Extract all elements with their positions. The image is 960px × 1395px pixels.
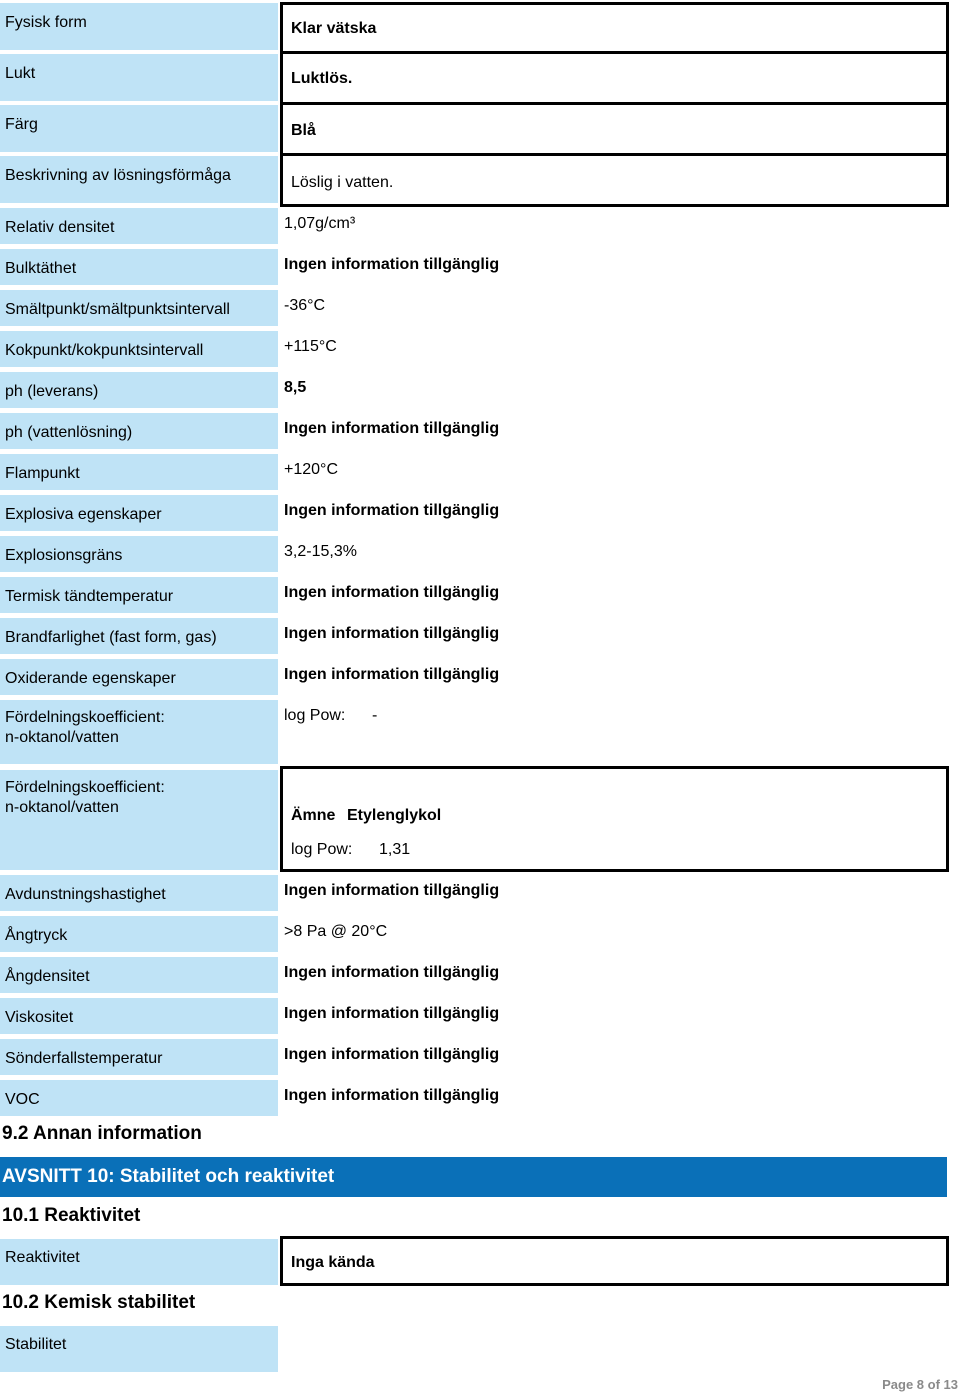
value-box-reaktivitet (280, 1236, 949, 1286)
value-ph-leverans: 8,5 (284, 379, 307, 396)
substance-label: Ämne (291, 807, 336, 824)
row-label-angtryck: Ångtryck (0, 916, 278, 952)
value-explosiva-egenskaper: Ingen information tillgänglig (284, 502, 500, 519)
value-angdensitet: Ingen information tillgänglig (284, 964, 500, 981)
row-label-flampunkt: Flampunkt (0, 454, 278, 490)
row-label-fysisk-form: Fysisk form (0, 3, 278, 50)
logpow-value-2: 1,31 (379, 841, 411, 858)
value-sonderfallstemperatur: Ingen information tillgänglig (284, 1046, 500, 1063)
logpow-label-1: log Pow: (284, 707, 346, 724)
row-label-lukt: Lukt (0, 54, 278, 101)
value-smaltpunkt: -36°C (284, 297, 326, 314)
value-box-farg (280, 102, 949, 156)
page-footer: Page 8 of 13 (882, 1377, 958, 1392)
value-oxiderande-egenskaper: Ingen information tillgänglig (284, 666, 500, 683)
row-label-farg: Färg (0, 105, 278, 152)
value-box-losningsformaga (280, 153, 949, 207)
row-label-angdensitet: Ångdensitet (0, 957, 278, 993)
row-label-voc: VOC (0, 1080, 278, 1116)
logpow-label-2: log Pow: (291, 841, 353, 858)
value-ph-vattenlosning: Ingen information tillgänglig (284, 420, 500, 437)
row-label-brandfarlighet: Brandfarlighet (fast form, gas) (0, 618, 278, 654)
row-label-reaktivitet: Reaktivitet (0, 1239, 278, 1285)
row-label-stabilitet: Stabilitet (0, 1326, 278, 1372)
value-box-lukt (280, 51, 949, 105)
row-label-fordelningskoefficient-2: Fördelningskoefficient: n-oktanol/vatten (0, 770, 278, 870)
row-label-kokpunkt: Kokpunkt/kokpunktsintervall (0, 331, 278, 367)
value-viskositet: Ingen information tillgänglig (284, 1005, 500, 1022)
value-lukt: Luktlös. (291, 70, 353, 87)
stability-heading: 10.2 Kemisk stabilitet (2, 1292, 196, 1313)
value-kokpunkt: +115°C (284, 338, 337, 355)
row-label-oxiderande-egenskaper: Oxiderande egenskaper (0, 659, 278, 695)
value-voc: Ingen information tillgänglig (284, 1087, 500, 1104)
value-brandfarlighet: Ingen information tillgänglig (284, 625, 500, 642)
row-label-smaltpunkt: Smältpunkt/smältpunktsintervall (0, 290, 278, 326)
value-explosionsgrans: 3,2-15,3% (284, 543, 357, 560)
value-losningsformaga: Löslig i vatten. (291, 174, 394, 191)
row-label-viskositet: Viskositet (0, 998, 278, 1034)
logpow-value-1: - (372, 707, 378, 724)
other-info-heading: 9.2 Annan information (2, 1123, 202, 1144)
row-label-explosiva-egenskaper: Explosiva egenskaper (0, 495, 278, 531)
value-relativ-densitet: 1,07g/cm³ (284, 215, 356, 232)
value-bulktathet: Ingen information tillgänglig (284, 256, 500, 273)
row-label-losningsformaga: Beskrivning av lösningsförmåga (0, 156, 278, 203)
value-farg: Blå (291, 122, 316, 139)
row-label-fordelningskoefficient-1: Fördelningskoefficient: n-oktanol/vatten (0, 700, 278, 764)
value-angtryck: >8 Pa @ 20°C (284, 923, 388, 940)
row-label-termisk-tandtemperatur: Termisk tändtemperatur (0, 577, 278, 613)
row-label-explosionsgrans: Explosionsgräns (0, 536, 278, 572)
substance-value: Etylenglykol (347, 807, 442, 824)
reactivity-heading: 10.1 Reaktivitet (2, 1205, 141, 1226)
value-reaktivitet: Inga kända (291, 1254, 375, 1271)
value-flampunkt: +120°C (284, 461, 338, 478)
row-label-ph-vattenlosning: ph (vattenlösning) (0, 413, 278, 449)
section-10-title: AVSNITT 10: Stabilitet och reaktivitet (0, 1157, 947, 1197)
row-label-relativ-densitet: Relativ densitet (0, 208, 278, 244)
row-label-avdunstningshastighet: Avdunstningshastighet (0, 875, 278, 911)
row-label-sonderfallstemperatur: Sönderfallstemperatur (0, 1039, 278, 1075)
value-termisk-tandtemperatur: Ingen information tillgänglig (284, 584, 500, 601)
value-avdunstningshastighet: Ingen information tillgänglig (284, 882, 500, 899)
value-fysisk-form: Klar vätska (291, 20, 377, 37)
value-box-fysisk-form (280, 2, 949, 54)
partition-box (280, 766, 949, 872)
row-label-bulktathet: Bulktäthet (0, 249, 278, 285)
row-label-ph-leverans: ph (leverans) (0, 372, 278, 408)
